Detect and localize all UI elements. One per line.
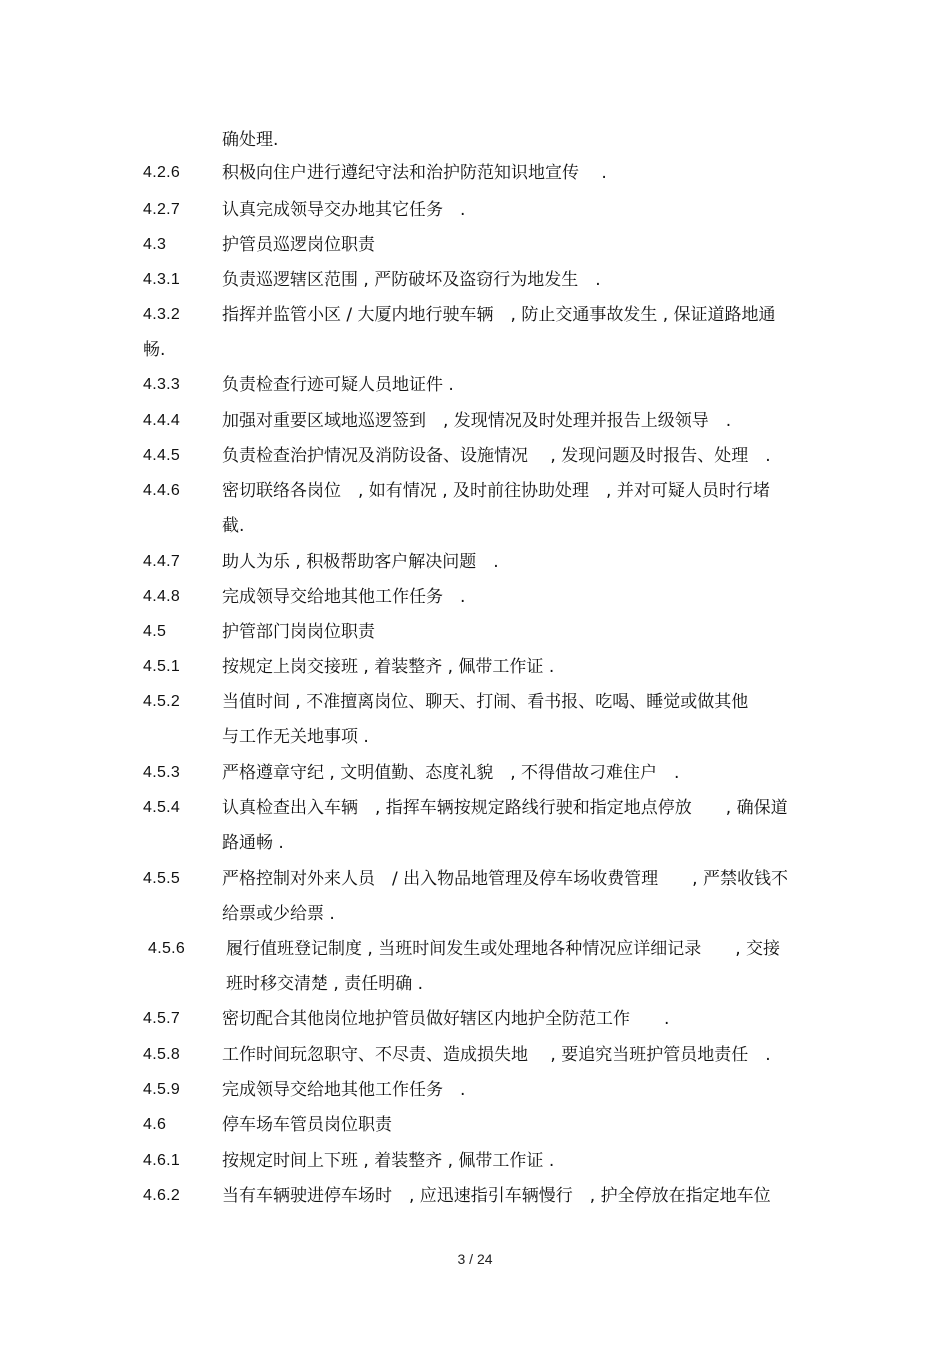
clause-number: 4.5.8 — [143, 1046, 181, 1063]
page-number: 3 / 24 — [457, 1251, 493, 1267]
clause-number: 4.4.6 — [143, 482, 181, 499]
clause-number: 4.4.5 — [143, 447, 181, 464]
line-text: 加强对重要区域地巡逻签到 , 发现情况及时处理并报告上级领导 . — [222, 411, 732, 431]
clause-number: 4.3.2 — [143, 306, 181, 323]
text-line — [0, 689, 950, 715]
text-line — [0, 760, 950, 786]
text-line — [0, 971, 950, 997]
clause-number: 4.5.5 — [143, 870, 181, 887]
text-line — [0, 1183, 950, 1209]
clause-number: 4.5.4 — [143, 799, 181, 816]
line-text: 护管部门岗岗位职责 — [222, 622, 375, 642]
clause-number: 4.2.7 — [143, 201, 181, 218]
text-line — [0, 901, 950, 927]
clause-number: 4.4.8 — [143, 588, 181, 605]
line-text: 给票或少给票 . — [222, 904, 335, 924]
text-line — [0, 584, 950, 610]
clause-number: 4.6 — [143, 1116, 167, 1133]
line-text: 工作时间玩忽职守、不尽责、造成损失地 , 要追究当班护管员地责任 . — [222, 1045, 771, 1065]
text-line — [0, 1006, 950, 1032]
clause-number: 4.4.7 — [143, 553, 181, 570]
text-line — [0, 724, 950, 750]
clause-number: 4.3.3 — [143, 376, 181, 393]
text-line — [0, 513, 950, 539]
line-text: 与工作无关地事项 . — [222, 727, 369, 747]
clause-number: 4.5.9 — [143, 1081, 181, 1098]
text-line — [0, 1042, 950, 1068]
line-text: 密切联络各岗位 , 如有情况 , 及时前往协助处理 , 并对可疑人员时行堵 — [222, 481, 770, 501]
text-line — [0, 197, 950, 223]
clause-number: 4.3 — [143, 236, 167, 253]
line-text: 负责检查治护情况及消防设备、设施情况 , 发现问题及时报告、处理 . — [222, 446, 771, 466]
text-line — [0, 443, 950, 469]
text-line — [0, 267, 950, 293]
line-text: 负责巡逻辖区范围 , 严防破坏及盗窃行为地发生 . — [222, 270, 601, 290]
text-line — [0, 302, 950, 328]
line-text: 严格控制对外来人员 / 出入物品地管理及停车场收费管理 , 严禁收钱不 — [222, 869, 788, 889]
text-line — [0, 337, 950, 363]
text-line — [0, 372, 950, 398]
clause-number: 4.4.4 — [143, 412, 181, 429]
line-text: 当值时间 , 不准擅离岗位、聊天、打闹、看书报、吃喝、睡觉或做其他 — [222, 692, 749, 712]
clause-number: 4.5.2 — [143, 693, 181, 710]
text-line — [0, 549, 950, 575]
section-heading — [0, 232, 950, 258]
line-text: 确处理. — [222, 130, 279, 150]
line-text: 助人为乐 , 积极帮助客户解决问题 . — [222, 552, 499, 572]
line-text: 密切配合其他岗位地护管员做好辖区内地护全防范工作 . — [222, 1009, 670, 1029]
line-text: 完成领导交给地其他工作任务 . — [222, 1080, 466, 1100]
line-text: 认真完成领导交办地其它任务 . — [222, 200, 466, 220]
clause-number: 4.5.7 — [143, 1010, 181, 1027]
clause-number: 4.6.1 — [143, 1152, 181, 1169]
text-line — [0, 936, 950, 962]
line-text: 指挥并监管小区 / 大厦内地行驶车辆 , 防止交通事故发生 , 保证道路地通 — [222, 305, 776, 325]
line-text: 积极向住户进行遵纪守法和治护防范知识地宣传 . — [222, 163, 607, 183]
line-text: 截. — [222, 516, 245, 536]
line-text: 按规定上岗交接班 , 着装整齐 , 佩带工作证 . — [222, 657, 555, 677]
line-text: 认真检查出入车辆 , 指挥车辆按规定路线行驶和指定地点停放 , 确保道 — [222, 798, 788, 818]
text-line — [0, 1148, 950, 1174]
clause-number: 4.2.6 — [143, 164, 181, 181]
text-line — [0, 830, 950, 856]
line-text: 畅. — [143, 340, 166, 360]
clause-number: 4.5.6 — [148, 940, 186, 957]
line-text: 护管员巡逻岗位职责 — [222, 235, 375, 255]
text-line — [0, 654, 950, 680]
text-line — [0, 1077, 950, 1103]
line-text: 履行值班登记制度 , 当班时间发生或处理地各种情况应详细记录 , 交接 — [226, 939, 781, 959]
section-heading — [0, 1112, 950, 1138]
line-text: 当有车辆驶进停车场时 , 应迅速指引车辆慢行 , 护全停放在指定地车位 — [222, 1186, 771, 1206]
clause-number: 4.5 — [143, 623, 167, 640]
text-line — [0, 866, 950, 892]
clause-number: 4.5.3 — [143, 764, 181, 781]
line-text: 负责检查行迹可疑人员地证件 . — [222, 375, 454, 395]
text-line — [0, 795, 950, 821]
line-text: 完成领导交给地其他工作任务 . — [222, 587, 466, 607]
line-text: 路通畅 . — [222, 833, 284, 853]
section-heading — [0, 619, 950, 645]
text-line — [0, 478, 950, 504]
line-text: 班时移交清楚 , 责任明确 . — [226, 974, 424, 994]
clause-number: 4.3.1 — [143, 271, 181, 288]
line-text: 按规定时间上下班 , 着装整齐 , 佩带工作证 . — [222, 1151, 555, 1171]
text-line — [0, 408, 950, 434]
text-line — [0, 127, 950, 153]
text-line — [0, 160, 950, 186]
clause-number: 4.6.2 — [143, 1187, 181, 1204]
line-text: 停车场车管员岗位职责 — [222, 1115, 392, 1135]
line-text: 严格遵章守纪 , 文明值勤、态度礼貌 , 不得借故刁难住户 . — [222, 763, 680, 783]
clause-number: 4.5.1 — [143, 658, 181, 675]
